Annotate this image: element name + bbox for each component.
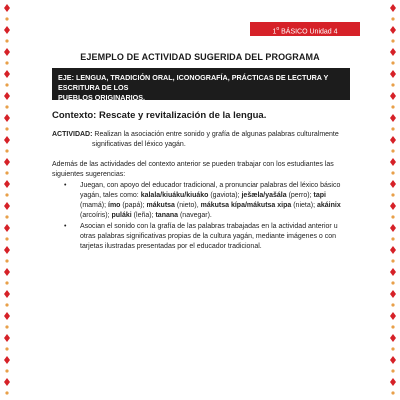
border-dot-icon — [391, 237, 394, 240]
border-dot-icon — [5, 193, 8, 196]
border-diamond-icon — [390, 202, 396, 210]
yagan-word: tanana — [155, 212, 179, 219]
border-dot-icon — [391, 17, 394, 20]
border-dot-icon — [5, 391, 8, 394]
border-dot-icon — [391, 325, 394, 328]
border-diamond-icon — [4, 356, 10, 364]
item-text: (nieta); — [291, 202, 317, 209]
border-diamond-icon — [390, 48, 396, 56]
border-dot-icon — [391, 149, 394, 152]
border-diamond-icon — [4, 158, 10, 166]
yagan-word: akáinix — [316, 202, 341, 209]
border-diamond-icon — [4, 334, 10, 342]
border-diamond-icon — [390, 224, 396, 232]
context-heading: Contexto: Rescate y revitalización de la lengua. — [52, 110, 267, 121]
activity-line-2: significativas del léxico yagán. — [92, 141, 186, 148]
activity-description — [52, 130, 350, 150]
border-dot-icon — [391, 281, 394, 284]
border-diamond-icon — [390, 246, 396, 254]
unit-badge-text: BÁSICO Unidad 4 — [279, 28, 338, 36]
border-dot-icon — [391, 105, 394, 108]
border-diamond-icon — [390, 334, 396, 342]
unit-badge-ordinal: o — [276, 26, 280, 32]
border-dot-icon — [5, 105, 8, 108]
border-dot-icon — [391, 347, 394, 350]
yagan-word: kalala/kiuáku/kiuáko — [140, 192, 209, 199]
left-border-pattern-icon — [0, 0, 14, 400]
border-diamond-icon — [390, 26, 396, 34]
border-dot-icon — [5, 281, 8, 284]
border-dot-icon — [391, 215, 394, 218]
border-diamond-icon — [390, 312, 396, 320]
border-dot-icon — [391, 61, 394, 64]
border-diamond-icon — [390, 92, 396, 100]
item-text: Juegan, con apoyo del educador tradicional, a pronunciar palabras del léxico básico yagán, tales como: — [80, 182, 341, 199]
left-decorative-border — [0, 0, 14, 400]
item-text: Asocian el sonido con la grafía de las palabras trabajadas en la actividad anterior u otras palabras significativas propias de la cultura yagán, mediante imágenes o con tarjetas ilustradas presentadas por el educador tradicional. — [80, 223, 338, 250]
item-text: (gaviota); — [208, 192, 242, 199]
border-dot-icon — [391, 391, 394, 394]
border-diamond-icon — [4, 26, 10, 34]
page-title: EJEMPLO DE ACTIVIDAD SUGERIDA DEL PROGRAMA — [80, 52, 320, 62]
border-dot-icon — [5, 149, 8, 152]
border-dot-icon — [391, 303, 394, 306]
border-dot-icon — [5, 61, 8, 64]
border-dot-icon — [5, 325, 8, 328]
border-diamond-icon — [4, 70, 10, 78]
border-dot-icon — [5, 237, 8, 240]
yagan-word: tapi — [313, 192, 326, 199]
border-diamond-icon — [4, 312, 10, 320]
border-dot-icon — [5, 127, 8, 130]
border-dot-icon — [5, 83, 8, 86]
suggestions-list — [52, 181, 350, 253]
border-diamond-icon — [390, 136, 396, 144]
border-diamond-icon — [4, 224, 10, 232]
yagan-word: ímo — [108, 202, 121, 209]
border-dot-icon — [391, 369, 394, 372]
border-dot-icon — [391, 171, 394, 174]
border-dot-icon — [391, 83, 394, 86]
border-diamond-icon — [4, 4, 10, 12]
axis-header-box — [52, 68, 350, 100]
bullet-icon: • — [64, 223, 67, 230]
border-dot-icon — [5, 259, 8, 262]
axis-line-1: EJE: LENGUA, TRADICIÓN ORAL, ICONOGRAFÍA, PRÁCTICAS DE LECTURA Y ESCRITURA DE LOS — [58, 73, 329, 92]
list-item — [52, 181, 350, 221]
activity-line-1 — [52, 130, 350, 140]
list-item — [52, 222, 350, 252]
border-dot-icon — [5, 17, 8, 20]
border-diamond-icon — [390, 180, 396, 188]
bullet-icon: • — [64, 182, 67, 189]
border-diamond-icon — [4, 290, 10, 298]
activity-text-1: Realizan la asociación entre sonido y grafía de algunas palabras culturalmente — [92, 131, 339, 138]
border-diamond-icon — [4, 48, 10, 56]
border-diamond-icon — [390, 4, 396, 12]
unit-badge-number: 1 — [272, 28, 277, 36]
border-diamond-icon — [4, 268, 10, 276]
border-diamond-icon — [4, 114, 10, 122]
unit-badge — [250, 22, 360, 36]
border-diamond-icon — [390, 70, 396, 78]
border-diamond-icon — [390, 268, 396, 276]
border-diamond-icon — [4, 246, 10, 254]
item-text: (papá); — [120, 202, 147, 209]
right-decorative-border — [386, 0, 400, 400]
item-text: (navegar). — [178, 212, 212, 219]
border-diamond-icon — [390, 378, 396, 386]
yagan-word: ješæla/yašála — [241, 192, 287, 199]
border-diamond-icon — [4, 202, 10, 210]
border-dot-icon — [5, 303, 8, 306]
right-border-pattern-icon — [386, 0, 400, 400]
border-dot-icon — [391, 193, 394, 196]
border-dot-icon — [391, 259, 394, 262]
border-dot-icon — [5, 347, 8, 350]
border-diamond-icon — [4, 378, 10, 386]
item-text: (arcoíris); — [80, 212, 112, 219]
border-diamond-icon — [390, 356, 396, 364]
item-text: (perro); — [286, 192, 314, 199]
intro-paragraph: Además de las actividades del contexto anterior se pueden trabajar con los estudiantes las siguientes sugerencias: — [52, 161, 334, 178]
activity-label: ACTIVIDAD: — [52, 131, 93, 138]
border-diamond-icon — [4, 92, 10, 100]
yagan-word: mákutsa — [146, 202, 175, 209]
yagan-word: puláki — [111, 212, 132, 219]
item-text: (mamá); — [80, 202, 108, 209]
yagan-word: mákutsa kípa/mákutsa xipa — [200, 202, 292, 209]
axis-line-2: PUEBLOS ORIGINARIOS. — [58, 93, 146, 102]
border-dot-icon — [5, 369, 8, 372]
border-dot-icon — [5, 39, 8, 42]
border-diamond-icon — [4, 180, 10, 188]
border-dot-icon — [5, 171, 8, 174]
border-diamond-icon — [390, 290, 396, 298]
border-dot-icon — [391, 127, 394, 130]
border-diamond-icon — [390, 114, 396, 122]
item-text: (nieto), — [174, 202, 201, 209]
border-diamond-icon — [390, 158, 396, 166]
border-dot-icon — [391, 39, 394, 42]
item-text: (leña); — [131, 212, 156, 219]
border-dot-icon — [5, 215, 8, 218]
border-diamond-icon — [4, 136, 10, 144]
